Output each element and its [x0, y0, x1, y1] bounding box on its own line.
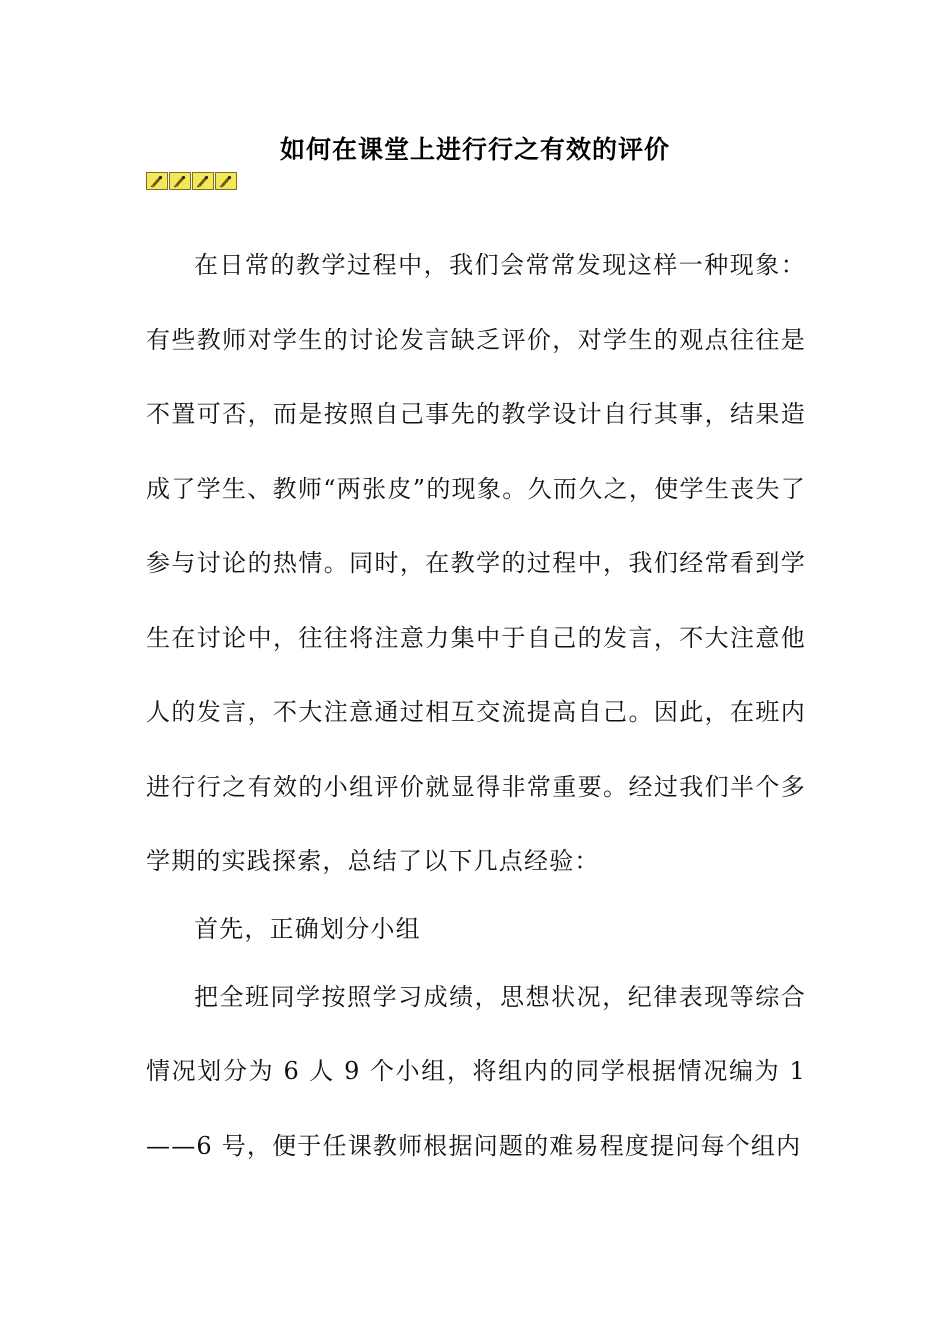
section-heading: 首先，正确划分小组 — [194, 914, 421, 943]
pen-paper-icon — [215, 172, 237, 190]
document-body — [146, 228, 806, 1183]
pen-paper-icon — [146, 172, 168, 190]
document-title: 如何在课堂上进行行之有效的评价 — [279, 135, 670, 164]
pen-paper-icon — [169, 172, 191, 190]
pen-paper-icon — [192, 172, 214, 190]
icon-strip — [146, 172, 238, 192]
paragraph-intro: 在日常的教学过程中，我们会常常发现这样一种现象：有些教师对学生的讨论发言缺乏评价，对学生的观点往往是不置可否，而是按照自己事先的教学设计自行其事，结果造成了学生、教师“两张皮”的现象。久而久之，使学生丧失了参与讨论的热情。同时，在教学的过程中，我们经常看到学生在讨论中，往往将注意力集中于自己的发言，不大注意他人的发言，不大注意通过相互交流提高自己。因此，在班内进行行之有效的小组评价就显得非常重要。经过我们半个多学期的实践探索，总结了以下几点经验： — [146, 251, 806, 875]
paragraph-grouping: 把全班同学按照学习成绩，思想状况，纪律表现等综合情况划分为 6 人 9 个小组，将组内的同学根据情况编为 1——6 号，便于任课教师根据问题的难易程度提问每个组内 — [146, 982, 806, 1160]
